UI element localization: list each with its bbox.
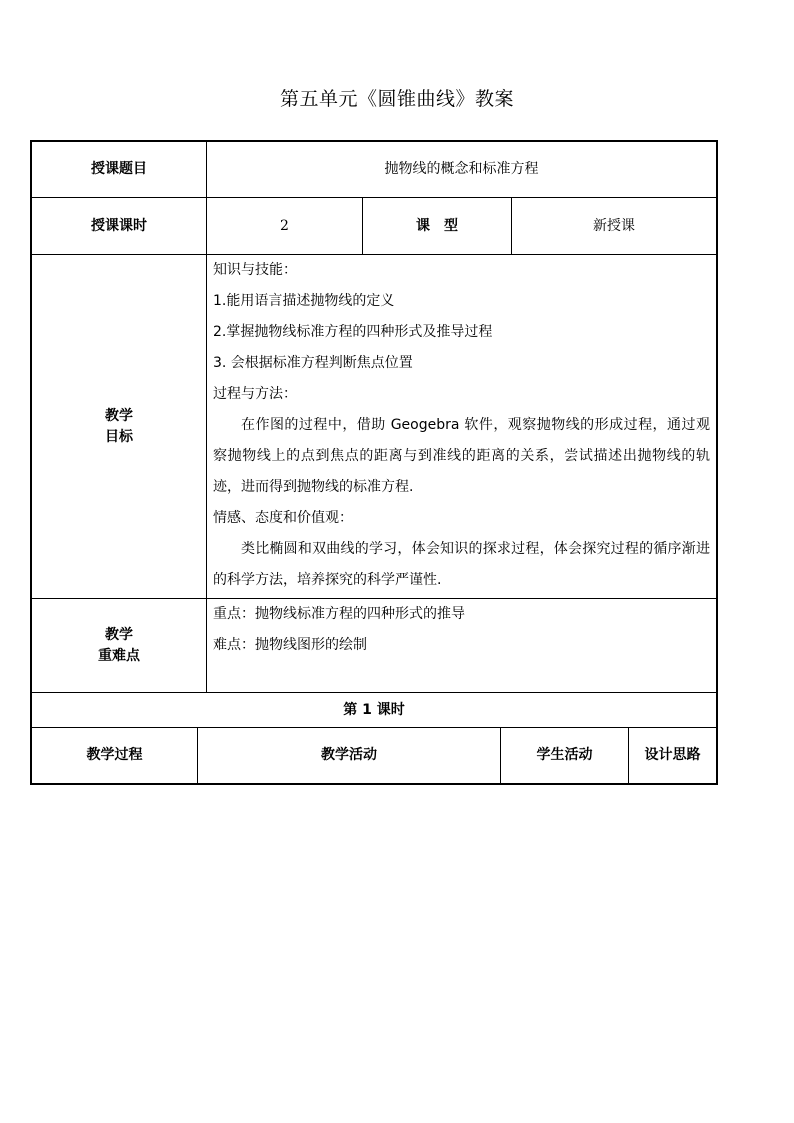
hours-label: 授课课时 — [91, 217, 147, 234]
keypoints-label-line2: 重难点 — [98, 647, 140, 664]
goals-heading-knowledge: 知识与技能： — [213, 262, 297, 278]
goals-item-3: 3. 会根据标准方程判断焦点位置 — [213, 355, 413, 371]
hours-value: 2 — [280, 217, 289, 234]
topic-value: 抛物线的概念和标准方程 — [384, 161, 539, 177]
goals-attitude-paragraph: 类比椭圆和双曲线的学习，体会知识的探求过程，体会探究过程的循序渐进的科学方法，培养探究的科学严谨性. — [213, 541, 710, 588]
col-activity: 教学活动 — [321, 747, 377, 763]
type-label: 课 型 — [416, 217, 458, 234]
goals-item-2: 2.掌握抛物线标准方程的四种形式及推导过程 — [213, 324, 493, 340]
col-student: 学生活动 — [536, 747, 593, 763]
goals-label — [32, 255, 206, 598]
goals-label-line2: 目标 — [105, 428, 133, 445]
keypoints-label-line1: 教学 — [105, 626, 133, 643]
goals-heading-process: 过程与方法： — [213, 386, 297, 402]
goals-content — [213, 255, 710, 596]
col-design: 设计思路 — [644, 747, 701, 763]
keypoint-key: 重点：抛物线标准方程的四种形式的推导 — [213, 606, 465, 622]
keypoints-content — [213, 599, 710, 661]
col-process: 教学过程 — [86, 747, 143, 763]
goals-item-1: 1.能用语言描述抛物线的定义 — [213, 293, 395, 309]
goals-heading-attitude: 情感、态度和价值观： — [213, 510, 353, 526]
page-title: 第五单元《圆锥曲线》教案 — [279, 88, 514, 110]
type-value: 新授课 — [593, 217, 635, 234]
keypoint-difficult: 难点：抛物线图形的绘制 — [213, 637, 367, 653]
goals-process-paragraph: 在作图的过程中，借助 Geogebra 软件，观察抛物线的形成过程，通过观察抛物线上的点到焦点的距离与到准线的距离的关系，尝试描述出抛物线的轨迹，进而得到抛物线的标准方程. — [213, 417, 710, 495]
keypoints-label — [32, 599, 206, 692]
session-label: 第 1 课时 — [343, 701, 405, 718]
topic-label: 授课题目 — [91, 161, 147, 177]
goals-label-line1: 教学 — [105, 407, 133, 424]
